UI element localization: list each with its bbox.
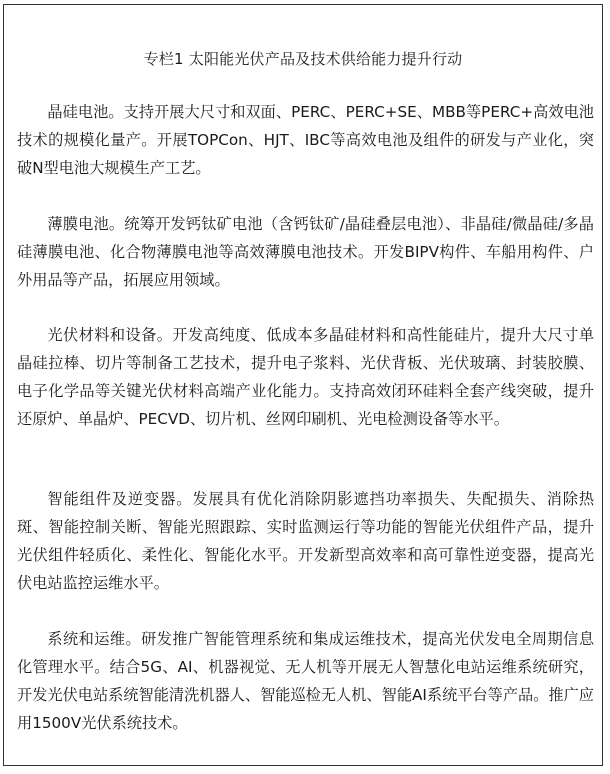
column-box bbox=[3, 4, 603, 766]
paragraph-smart-modules-inverters: 智能组件及逆变器。发展具有优化消除阴影遮挡功率损失、失配损失、消除热斑、智能控制关断、智能光照跟踪、实时监测运行等功能的智能光伏组件产品，提升光伏组件轻质化、柔性化、智能化水平。开发新型高效率和高可靠性逆变器，提高光伏电站监控运维水平。 bbox=[17, 490, 594, 592]
paragraph-thin-film-cells: 薄膜电池。统筹开发钙钛矿电池（含钙钛矿/晶硅叠层电池）、非晶硅/微晶硅/多晶硅薄膜电池、化合物薄膜电池等高效薄膜电池技术。开发BIPV构件、车船用构件、户外用品等产品，拓展应用领域。 bbox=[17, 215, 594, 289]
paragraph-crystalline-silicon-cells: 晶硅电池。支持开展大尺寸和双面、PERC、PERC+SE、MBB等PERC+高效电池技术的规模化量产。开展TOPCon、HJT、IBC等高效电池及组件的研发与产业化，突破N型电池大规模生产工艺。 bbox=[17, 103, 594, 177]
paragraph-systems-operations: 系统和运维。研发推广智能管理系统和集成运维技术，提高光伏发电全周期信息化管理水平。结合5G、AI、机器视觉、无人机等开展无人智慧化电站运维系统研究，开发光伏电站系统智能清洗机器人、智能巡检无人机、智能AI系统平台等产品。推广应用1500V光伏系统技术。 bbox=[17, 630, 594, 732]
paragraph-pv-materials-equipment: 光伏材料和设备。开发高纯度、低成本多晶硅材料和高性能硅片，提升大尺寸单晶硅拉棒、切片等制备工艺技术，提升电子浆料、光伏背板、光伏玻璃、封装胶膜、电子化学品等关键光伏材料高端产业化能力。支持高效闭环硅料全套产线突破，提升还原炉、单晶炉、PECVD、切片机、丝网印刷机、光电检测设备等水平。 bbox=[17, 326, 594, 428]
column-title: 专栏1 太阳能光伏产品及技术供给能力提升行动 bbox=[143, 50, 463, 68]
